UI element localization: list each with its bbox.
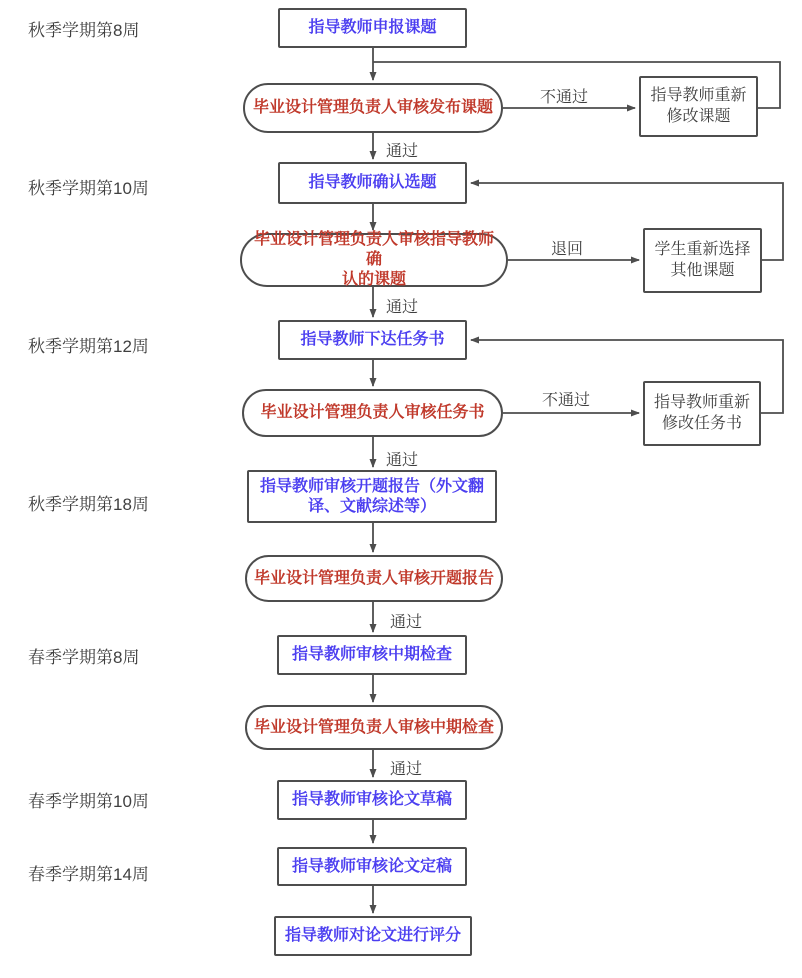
edge-label-pass: 通过 bbox=[390, 614, 423, 631]
side-node-teacher-revise-task bbox=[643, 381, 761, 446]
node-label: 毕业设计管理负责人审核开题报告 bbox=[253, 569, 494, 587]
side-node-student-reselect-topic bbox=[643, 228, 762, 293]
side-node-teacher-revise-topic bbox=[639, 76, 758, 137]
node-teacher-confirm-topic bbox=[278, 162, 467, 204]
node-teacher-review-final bbox=[277, 847, 467, 886]
node-label: 认的课题 bbox=[341, 271, 406, 288]
node-label: 毕业设计管理负责人审核发布课题 bbox=[252, 99, 493, 116]
node-manager-review-confirmed-topic bbox=[240, 233, 508, 287]
node-label: 指导教师下达任务书 bbox=[300, 331, 445, 348]
timeline-label-fall-week18: 秋季学期第18周 bbox=[28, 495, 149, 514]
node-label: 指导教师审核论文草稿 bbox=[291, 791, 452, 808]
node-label: 指导教师重新 bbox=[653, 393, 750, 411]
timeline-label-spring-week10: 春季学期第10周 bbox=[28, 792, 149, 811]
edge-label-fail: 不通过 bbox=[542, 392, 591, 409]
node-label: 译、文献综述等） bbox=[307, 497, 436, 515]
node-teacher-issue-task bbox=[278, 320, 467, 360]
node-manager-review-midterm bbox=[245, 705, 503, 750]
node-manager-review-publish-topic bbox=[243, 83, 503, 133]
node-manager-review-proposal bbox=[245, 555, 503, 602]
node-label: 指导教师确认选题 bbox=[308, 174, 437, 191]
timeline-label-fall-week12: 秋季学期第12周 bbox=[28, 337, 149, 356]
edge-label-pass: 通过 bbox=[386, 143, 419, 160]
node-teacher-review-proposal bbox=[247, 470, 497, 523]
timeline-label-spring-week14: 春季学期第14周 bbox=[28, 865, 149, 884]
node-label: 毕业设计管理负责人审核指导教师确 bbox=[253, 231, 494, 268]
node-label: 修改任务书 bbox=[661, 414, 742, 432]
node-label: 毕业设计管理负责人审核中期检查 bbox=[253, 718, 494, 736]
timeline-label-spring-week8: 春季学期第8周 bbox=[28, 648, 140, 667]
timeline-label-fall-week8: 秋季学期第8周 bbox=[28, 21, 140, 40]
node-manager-review-task bbox=[242, 389, 503, 437]
node-label: 其他课题 bbox=[670, 261, 735, 279]
node-label: 指导教师对论文进行评分 bbox=[284, 927, 461, 944]
node-label: 指导教师重新 bbox=[650, 86, 747, 104]
node-teacher-grade-thesis bbox=[274, 916, 472, 956]
node-label: 指导教师审核论文定稿 bbox=[291, 857, 452, 875]
edge-label-pass: 通过 bbox=[386, 452, 419, 469]
edge-label-fail: 不通过 bbox=[540, 89, 589, 106]
edge-label-return: 退回 bbox=[551, 241, 584, 258]
node-label: 指导教师审核开题报告（外文翻 bbox=[259, 477, 484, 495]
node-label: 指导教师申报课题 bbox=[308, 19, 437, 36]
timeline-label-fall-week10: 秋季学期第10周 bbox=[28, 179, 149, 198]
node-label: 指导教师审核中期检查 bbox=[291, 646, 452, 663]
node-label: 修改课题 bbox=[666, 107, 731, 125]
node-teacher-review-draft bbox=[277, 780, 467, 820]
edge-label-pass: 通过 bbox=[386, 299, 419, 316]
node-label: 毕业设计管理负责人审核任务书 bbox=[260, 404, 485, 421]
node-teacher-declare-topic bbox=[278, 8, 467, 48]
edge-label-pass: 通过 bbox=[390, 761, 423, 778]
node-label: 学生重新选择 bbox=[654, 240, 751, 258]
node-teacher-review-midterm bbox=[277, 635, 467, 675]
